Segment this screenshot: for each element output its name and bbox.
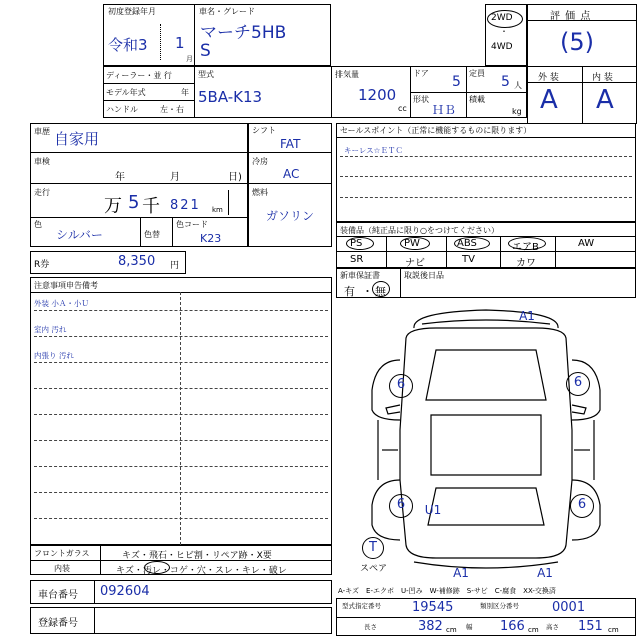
fuel-label: 燃料 [252,188,268,197]
inspection-label: 車検 [34,157,50,166]
mileage-man: 万 [104,196,122,217]
model-year-label: モデル年式 [106,88,146,97]
first-reg-month: 1 [175,34,185,52]
drive-sep: ・ [500,27,508,36]
shift-label: シフト [252,126,276,135]
length-value: 382 [418,619,443,634]
shape-value: ＨＢ [432,103,457,117]
recycle-value: 8,350 [118,254,156,269]
type-label: 型式 [198,70,214,79]
car-name-label: 車名・グレード [199,7,255,16]
interior-cond-value: キズ・汚レ・コゲ・穴・スレ・キレ・破レ [116,566,287,576]
width-label: 幅 [466,623,473,631]
note-line-2: 室内 汚れ [34,325,67,334]
first-reg-era: 令和3 [108,36,148,54]
equip-navi: ナビ [405,258,425,269]
color-code: K23 [200,232,222,245]
usage-label: 車歴 [34,127,50,136]
exterior-score: A [540,85,558,115]
chassis-value: 092604 [100,584,150,599]
mileage-sen: 千 [142,196,160,217]
front-glass-label: フロントガラス [34,549,90,558]
manual-value: 後日品 [420,271,444,280]
color-change-label: 色替 [144,230,160,239]
color-label: 色 [34,220,42,229]
equip-leather: カワ [516,258,536,269]
mileage-digits: 821 [170,198,201,213]
inspection-day: 日) [228,172,242,183]
color-code-label: 色コード [176,220,208,229]
ac-label: 冷房 [252,157,268,166]
equip-aw: AW [578,238,595,249]
front-glass-value: キズ・飛石・ヒビ割・リペア跡・X要 [122,551,272,561]
model-code: 19545 [412,600,454,615]
note-line-1: 外装 小Ａ・小Ｕ [34,299,89,308]
warranty-yes: 有 [344,285,355,298]
first-reg-label: 初度登録年月 [108,7,156,16]
displacement-value: 1200 [358,86,397,104]
dealer-label: ディーラー・並 行 [106,71,172,80]
displacement-label: 排気量 [335,70,359,79]
equip-pw: PW [404,238,420,249]
drive-2wd: 2WD [491,13,513,23]
door-value: 5 [452,74,461,90]
mark-left-front: 6 [396,377,406,392]
interior-label: 内 装 [592,73,613,83]
equip-abs: ABS [457,238,477,249]
ac-value: AC [283,167,300,181]
interior-cond-label: 内装 [54,564,70,573]
mileage-5: 5 [128,192,140,213]
mark-spare: T [369,540,377,555]
equip-ps: PS [350,238,363,249]
height-unit: cm [608,626,619,634]
recycle-unit: 円 [170,261,180,271]
door-label: ドア [413,69,429,78]
warranty-sep: ・ [362,285,373,298]
exterior-label: 外 装 [538,73,559,83]
manual-label: 取説 [404,271,420,280]
color-value: シルバー [56,228,103,242]
car-grade: S [200,41,211,61]
interior-score: A [596,85,614,115]
usage-value: 自家用 [54,130,100,148]
damage-legend: A-キズ E-エクボ U-凹み W-補修跡 S-サビ C-腐食 XX-交換済 [338,587,556,595]
sales-point-line1: キーレス☆ＥＴＣ [344,146,403,155]
length-unit: cm [446,626,457,634]
type-value: 5BA-K13 [198,88,263,106]
evaluation-score: (5) [560,28,594,56]
registration-label: 登録番号 [38,618,78,629]
warranty-no: 無 [375,285,386,298]
inspection-month: 月 [170,172,180,183]
mark-rear-a1-right: A1 [537,566,553,580]
equip-airbag: エアB [512,242,539,253]
shape-label: 形状 [413,95,429,104]
mark-rear-a1-left: A1 [453,566,469,580]
recycle-label: R券 [34,260,50,270]
recycle-block [30,251,186,274]
spare-label: スペア [360,564,388,574]
handle-value: 左・右 [160,105,184,114]
evaluation-label: 評 価 点 [550,11,592,22]
drive-4wd: 4WD [491,42,513,52]
height-value: 151 [578,619,603,634]
fuel-value: ガソリン [266,209,315,223]
mark-right-front: 6 [573,375,583,390]
note-line-3: 内張り 汚れ [34,351,74,360]
shift-value: FAT [280,137,301,151]
equip-sr: SR [350,254,364,265]
load-unit: kg [512,107,522,116]
equipment-label: 装備品（純正品に限り○をつけてください） [340,226,499,235]
month-unit: 月 [186,55,193,63]
capacity-unit: 人 [514,81,522,90]
height-label: 高さ [546,623,559,631]
class-code: 0001 [552,600,586,615]
mileage-label: 走行 [34,188,50,197]
equip-tv: TV [462,254,475,265]
mark-front-a1: A1 [519,309,535,323]
handle-label: ハンドル [106,105,138,114]
chassis-label: 車台番号 [38,590,78,601]
notes-block [30,277,332,545]
capacity-label: 定員 [469,69,485,78]
mark-right-rear: 6 [577,497,587,512]
inspection-year: 年 [115,172,125,183]
new-warranty-label: 新車保証書 [340,271,380,280]
load-label: 積載 [469,95,485,104]
model-code-label: 型式指定番号 [342,602,381,610]
model-year-unit: 年 [181,88,189,97]
length-label: 長さ [364,623,377,631]
notes-label: 注意事項申告備考 [34,281,98,290]
capacity-value: 5 [501,74,510,90]
width-unit: cm [528,626,539,634]
sales-point-label: セールスポイント（正常に機能するものに限ります） [340,126,532,135]
width-value: 166 [500,619,525,634]
mark-left-rear: 6 [396,497,406,512]
km-unit: km [212,206,223,214]
class-code-label: 類別区分番号 [480,602,519,610]
mark-left-rear-u1: U1 [424,503,442,517]
cc-unit: cc [398,104,407,113]
car-name: マーチ5HB [200,23,287,43]
